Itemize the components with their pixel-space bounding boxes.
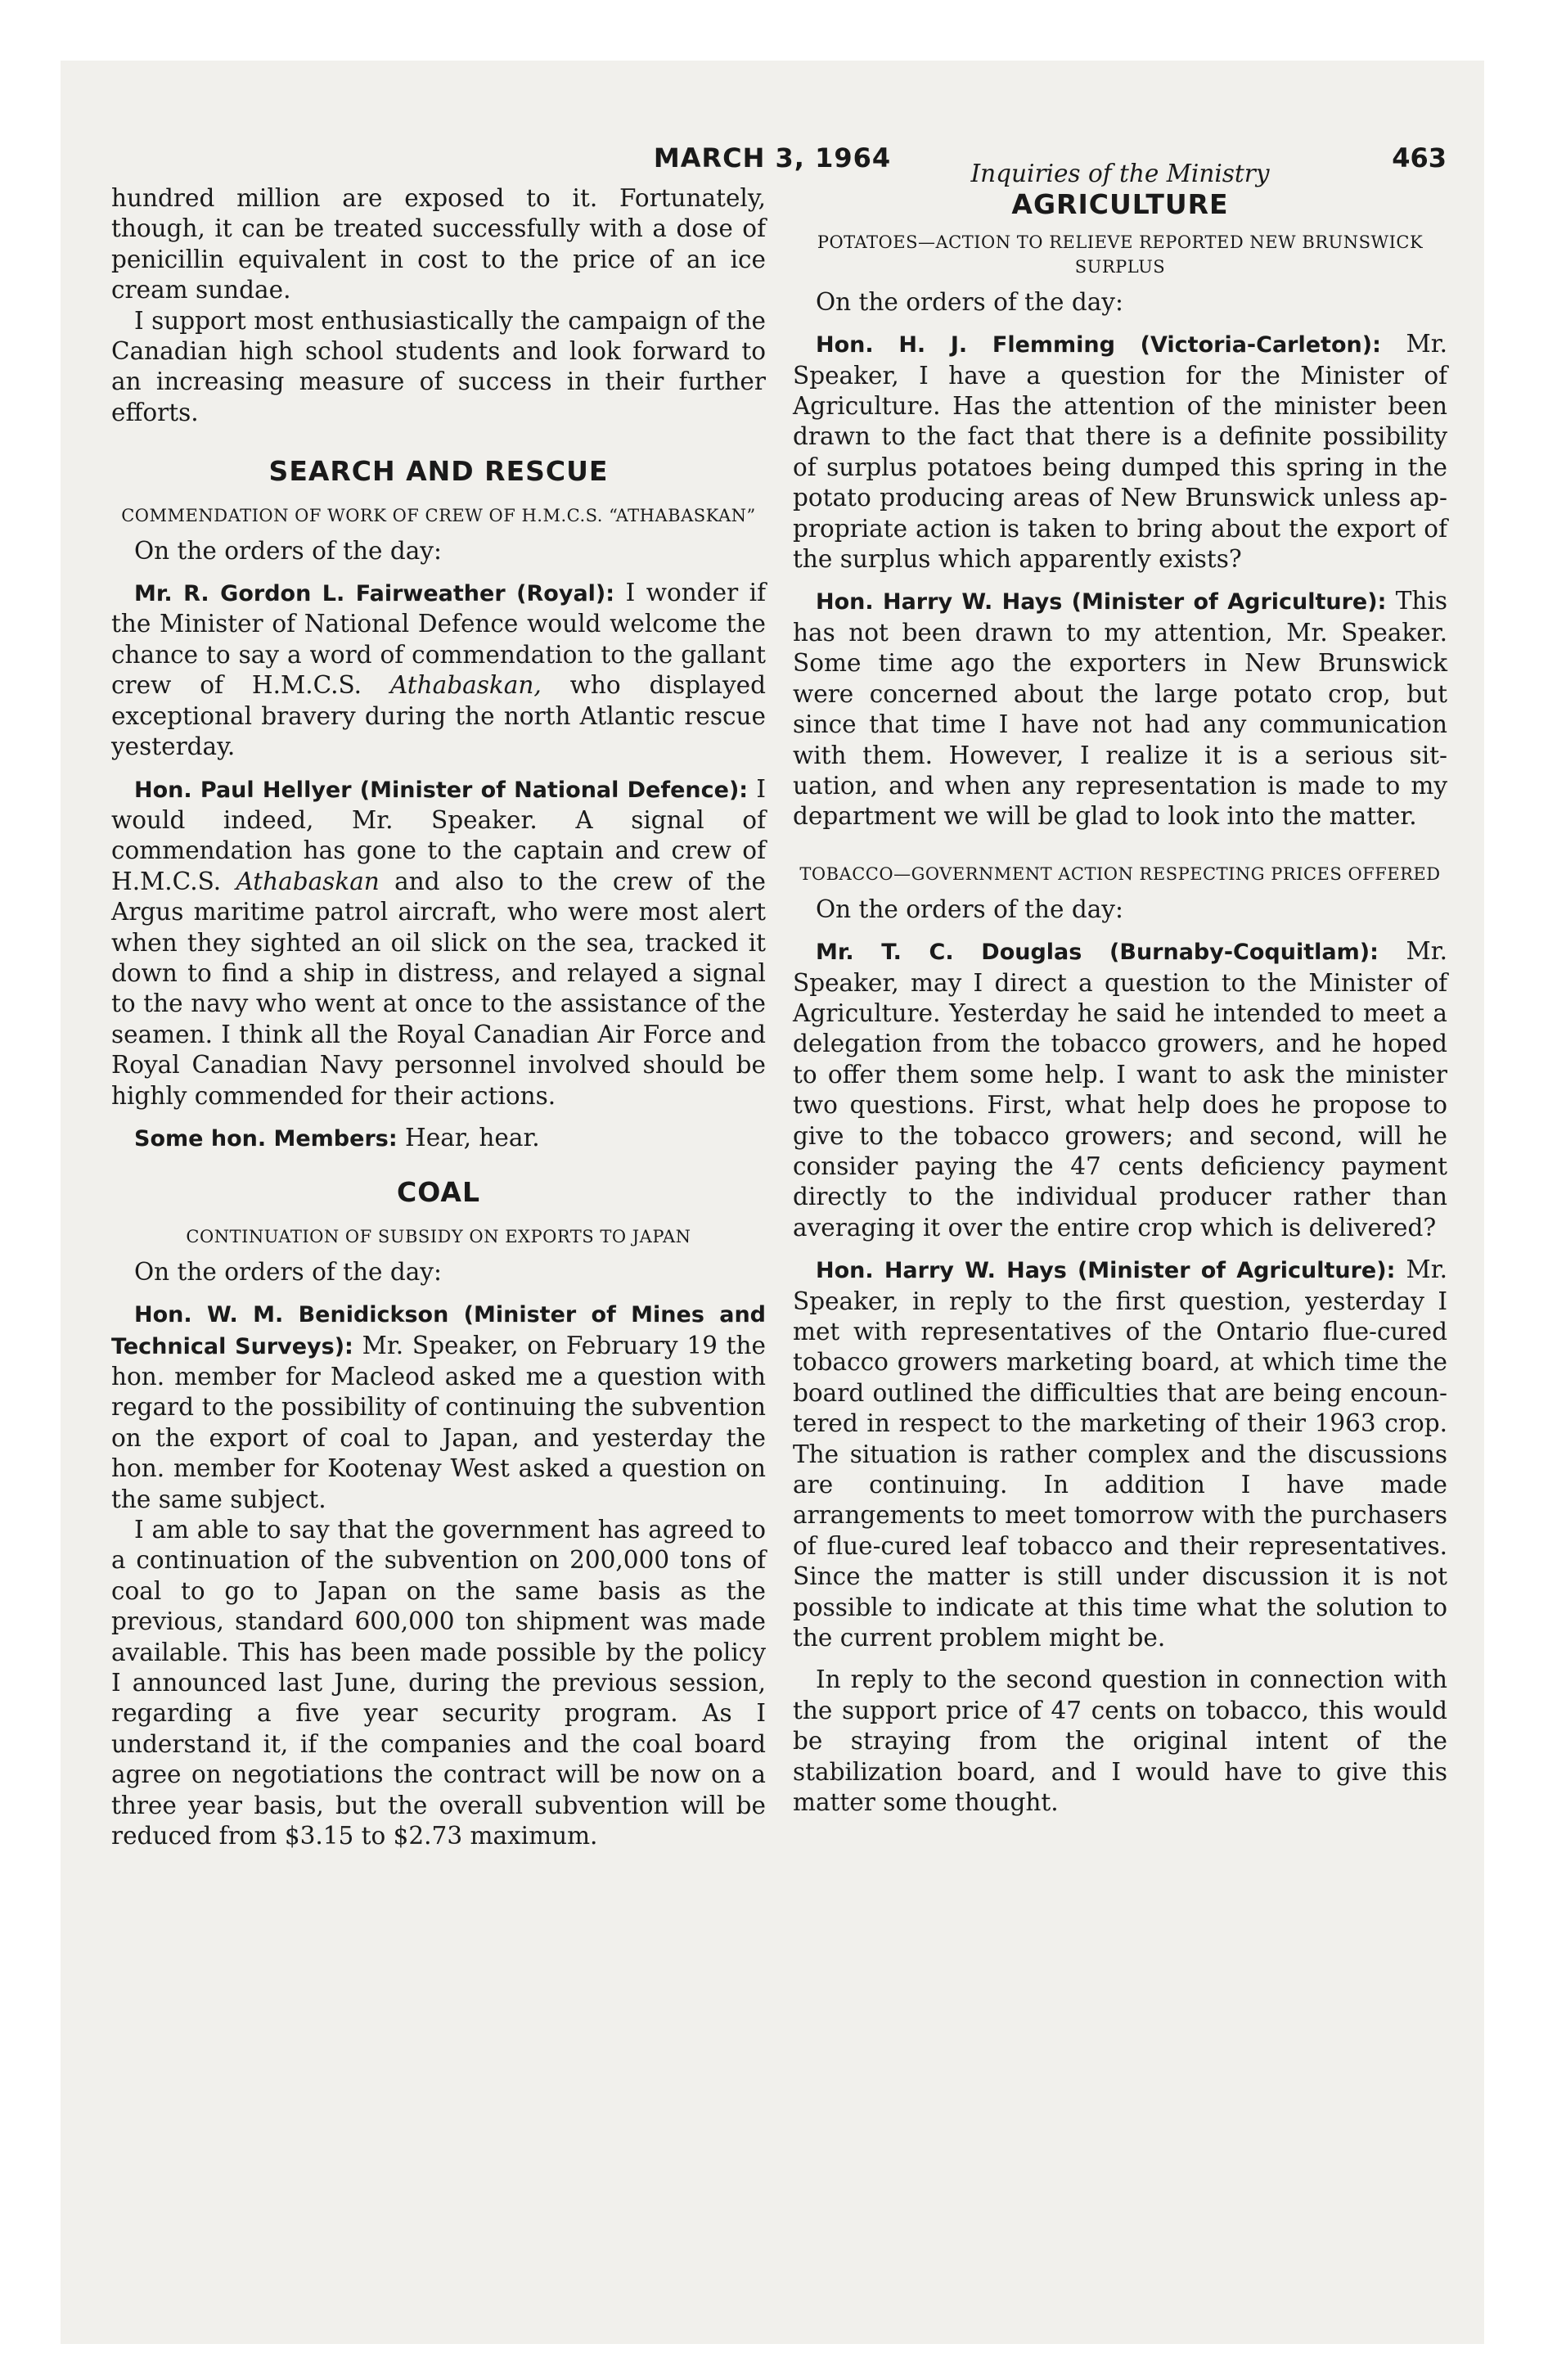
- subheading-commendation: COMMENDATION OF WORK OF CREW OF H.M.C.S. “ATHABASKAN”: [121, 505, 756, 525]
- left-column: [111, 183, 766, 1852]
- paragraph: I support most enthusiastically the campaign of the Canadian high school students and look forward to an increasing measure of success in their further efforts.: [111, 306, 766, 426]
- page-date: MARCH 3, 1964: [653, 142, 892, 174]
- speaker-name: Hon. Harry W. Hays (Minister of Agriculture):: [816, 589, 1387, 615]
- ship-name: Athabaskan: [236, 867, 380, 895]
- speech-douglas: Mr. T. C. Douglas (Burnaby-Coquitlam): Mr. Speaker, may I direct a question to the Minister of Agriculture. Yesterday he said he intended to meet a delegation from the tobacco growers, and he hoped to offer them some help. I want to ask the minister two questions. First, what help does he propose to give to the tobacco growers; and second, will he consider paying the 47 cents deficiency payment directly to the individual producer rather than averaging it over the entire crop which is delivered?: [793, 937, 1447, 1242]
- speech-hellyer: Hon. Paul Hellyer (Minister of National Defence): I would indeed, Mr. Speaker. A signal of commendation has gone to the captain and crew of H.M.C.S. Athabaskan and also to the crew of the Argus maritime patrol aircraft, who were most alert when they sighted an oil slick on the sea, tracked it down to find a ship in distress, and relayed a signal to the navy who went at once to the assistance of the seamen. I think all the Royal Canadian Air Force and Royal Canadian Navy personnel involved should be highly commended for their actions.: [111, 774, 766, 1110]
- running-head-inquiries: Inquiries of the Ministry: [970, 160, 1270, 187]
- speech-members: Some hon. Members: Hear, hear.: [134, 1123, 540, 1152]
- subheading-tobacco: TOBACCO—GOVERNMENT ACTION RESPECTING PRICES OFFERED: [799, 863, 1441, 884]
- orders-of-the-day: On the orders of the day:: [134, 536, 442, 565]
- speech-flemming: Hon. H. J. Flemming (Victoria-Carleton): Mr. Speaker, I have a question for the Minister of Agriculture. Has the attention of the minister been drawn to the fact that there is a definite possibility of surplus potatoes being dumped this spring in the potato producing areas of New Brunswick unless appropriate action is taken to bring about the export of the surplus which apparently exists?: [793, 330, 1447, 574]
- page-number: 463: [1392, 142, 1447, 174]
- speaker-name: Hon. H. J. Flemming (Victoria-Carleton):: [816, 332, 1381, 358]
- speaker-name: Hon. Harry W. Hays (Minister of Agriculture):: [816, 1258, 1396, 1284]
- speech-fairweather: Mr. R. Gordon L. Fairweather (Royal): I wonder if the Minister of National Defence would welcome the chance to say a word of commendation to the gallant crew of H.M.C.S. Athabaskan, who displayed exceptional bravery during the north Atlantic rescue yesterday.: [111, 579, 767, 761]
- paragraph: In reply to the second question in connection with the support price of 47 cents on tobacco, this would be straying from the original intent of the stabilization board, and I would have to give this matter some thought.: [793, 1666, 1447, 1817]
- speaker-name: Mr. R. Gordon L. Fairweather (Royal):: [134, 581, 615, 607]
- section-heading-coal: COAL: [397, 1176, 480, 1209]
- section-heading-agriculture: AGRICULTURE: [1011, 188, 1229, 221]
- speaker-name: Some hon. Members:: [134, 1125, 398, 1152]
- subheading-potatoes: POTATOES—ACTION TO RELIEVE REPORTED NEW BRUNSWICK SURPLUS: [817, 232, 1424, 277]
- speech-benidickson: Hon. W. M. Benidickson (Minister of Mines and Technical Surveys): Mr. Speaker, on February 19 the hon. member for Macleod asked me a question with regard to the possibility of continuing the subvention on the export of coal to Japan, and yesterday the hon. member for Kootenay West asked a question on the same subject.: [111, 1302, 766, 1513]
- section-heading-search-and-rescue: SEARCH AND RESCUE: [268, 455, 609, 488]
- speaker-name: Hon. Paul Hellyer (Minister of National Defence):: [134, 777, 749, 803]
- speaker-name: Hon. W. M. Benidickson (Minister of Mines and Technical Surveys):: [111, 1302, 766, 1359]
- speaker-name: Mr. T. C. Douglas (Burnaby-Coquitlam):: [816, 940, 1379, 966]
- paragraph: I am able to say that the government has agreed to a continuation of the subvention on 200,000 tons of coal to go to Japan on the same basis as the previous, standard 600,000 ton shipment was made available. This has been made possible by the policy I announced last June, during the previous session, regarding a five year security program. As I understand it, if the companies and the coal board agree on negotiations the contract will be now on a three year basis, but the overall subvention will be reduced from $3.15 to $2.73 maximum.: [111, 1516, 766, 1850]
- speech-hays: Hon. Harry W. Hays (Minister of Agriculture): This has not been drawn to my attention, Mr. Speaker. Some time ago the exporters in New Brunswick were concerned about the large potato crop, but since that time I have not had any communication with them. However, I realize it is a serious situation, and when any representation is made to my department we will be glad to look into the matter.: [793, 587, 1447, 831]
- orders-of-the-day: On the orders of the day:: [816, 895, 1123, 923]
- orders-of-the-day: On the orders of the day:: [816, 287, 1123, 316]
- paragraph: hundred million are exposed to it. Fortunately, though, it can be treated successfully with a dose of penicillin equivalent in cost to the price of an ice cream sundae.: [111, 184, 766, 304]
- ship-name: Athabaskan,: [390, 671, 542, 700]
- speech-hays: Hon. Harry W. Hays (Minister of Agriculture): Mr. Speaker, in reply to the first question, yesterday I met with representatives of the Ontario flue-cured tobacco growers marketing board, at which time the board outlined the difficulties that are being encountered in respect to the marketing of their 1963 crop. The situation is rather complex and the discussions are continuing. In addition I have made arrangements to meet tomorrow with the purchasers of flue-cured leaf tobacco and their representatives. Since the matter is still under discussion it is not possible to indicate at this time what the solution to the current problem might be.: [793, 1255, 1447, 1652]
- subheading-subsidy: CONTINUATION OF SUBSIDY ON EXPORTS TO JAPAN: [186, 1226, 691, 1246]
- right-column: [793, 159, 1447, 1819]
- page: [61, 61, 1484, 2344]
- orders-of-the-day: On the orders of the day:: [134, 1257, 442, 1286]
